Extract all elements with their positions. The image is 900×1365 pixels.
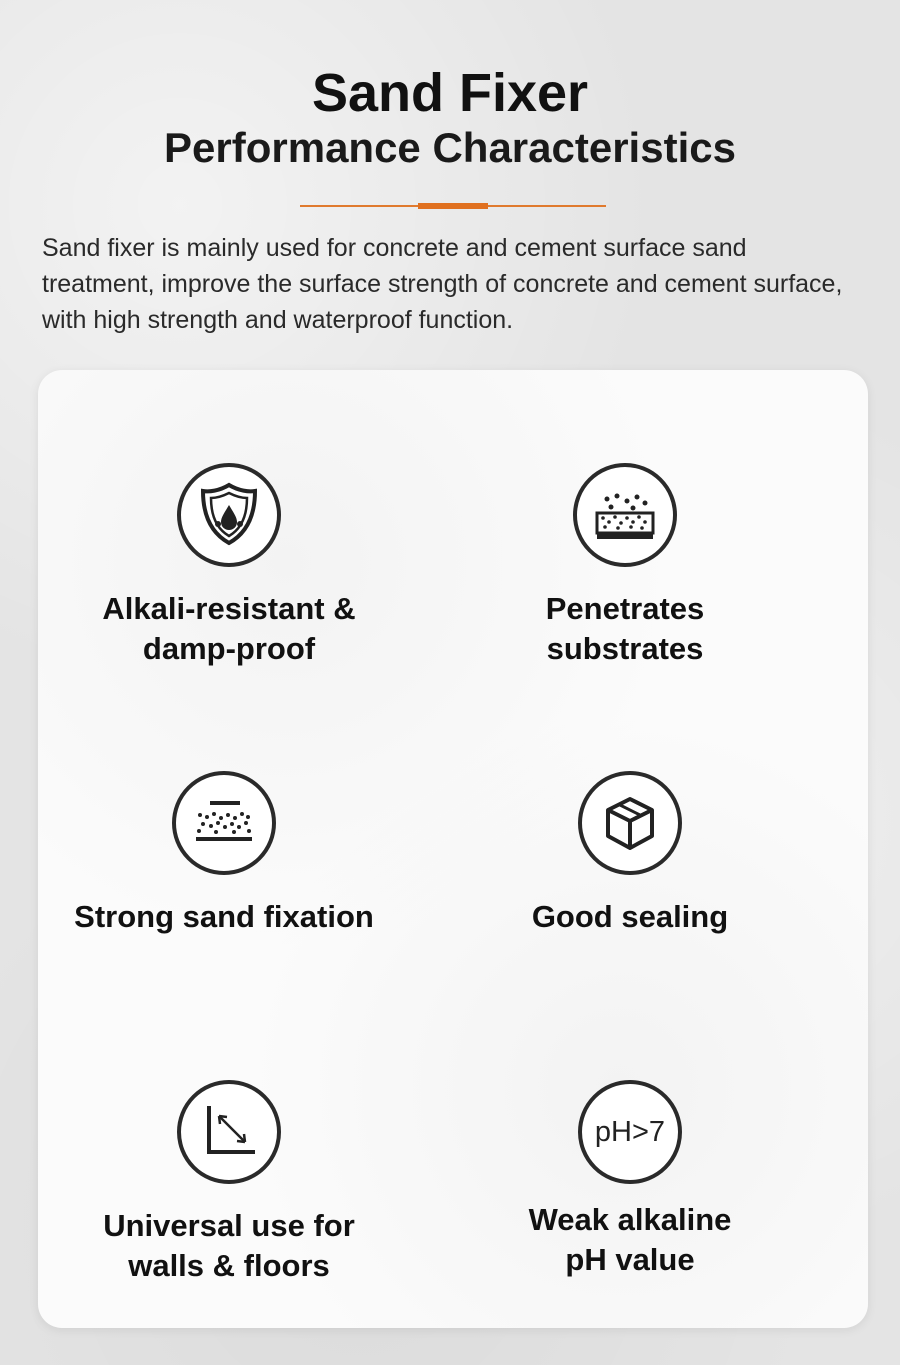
feature-label: Penetrates substrates [545,591,705,666]
penetration-icon [573,463,677,567]
feature-label: Weak alkaline pH value [528,1202,732,1277]
feature-label: Strong sand fixation [74,899,374,934]
page-title: Sand Fixer [311,63,589,123]
feature-penetrates-substrates [435,463,815,669]
features-card [38,370,868,1328]
feature-alkali-resistant [39,463,419,669]
shield-drop-icon [177,463,281,567]
ph-icon-text: pH>7 [594,1115,666,1148]
feature-label: Good sealing [531,899,729,934]
corner-arrow-icon [177,1080,281,1184]
sand-layer-icon [172,771,276,875]
page-subtitle: Performance Characteristics [164,124,736,171]
feature-weak-alkaline [440,1080,820,1280]
header [0,60,900,174]
cube-icon [578,771,682,875]
ph-icon [578,1080,682,1184]
feature-universal-use [39,1080,419,1286]
feature-label: Alkali-resistant & damp-proof [102,591,356,666]
intro-text: Sand fixer is mainly used for concrete and cement surface sand treatment, improve the surface strength of concrete and cement surface, with high strength and waterproof function. [42,234,843,334]
feature-sand-fixation [34,771,414,937]
feature-good-sealing [440,771,820,937]
feature-label: Universal use for walls & floors [103,1208,355,1283]
title-divider-accent [418,203,488,209]
